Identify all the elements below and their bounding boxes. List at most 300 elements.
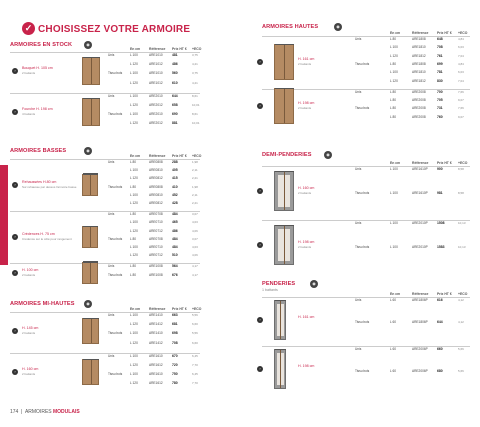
price-value: 415 — [172, 176, 178, 181]
product-detail-button[interactable]: › — [257, 242, 263, 248]
section-badge-icon: ◉ — [84, 147, 92, 155]
width-value: L 80 — [130, 212, 137, 217]
price-value: 698 — [172, 331, 178, 336]
width-value: L 80 — [130, 272, 137, 277]
price-value: 484 — [172, 236, 178, 241]
reference-code: ARE1008 — [149, 272, 163, 277]
check-circle-icon: ✓ — [22, 22, 35, 35]
eco-tax-value: 7,66 — [458, 106, 464, 111]
eco-tax-value: 2,21 — [192, 176, 198, 181]
width-value: L 100 — [130, 372, 138, 377]
reference-code: ARE1812 — [412, 78, 426, 83]
width-value: L 120 — [130, 62, 138, 67]
column-header: En cm — [130, 307, 141, 311]
reference-code: ARE1610P — [412, 191, 428, 195]
price-value: 484 — [172, 245, 178, 249]
cabinet-illustration — [82, 57, 100, 85]
column-header: +ECO — [458, 31, 468, 35]
column-header: En cm — [390, 31, 401, 35]
product-detail-button[interactable]: › — [257, 366, 263, 372]
price-value: 760 — [437, 114, 443, 119]
reference-code: ARE1410 — [149, 331, 163, 336]
product-name: H. 198 cm — [298, 101, 315, 106]
width-value: L 60 — [390, 347, 397, 351]
product-detail-button[interactable]: › — [12, 369, 18, 375]
price-value: 708 — [172, 340, 178, 345]
reference-code: ARE0710 — [149, 245, 163, 249]
price-value: 700 — [437, 89, 443, 94]
reference-code: ARE2010P — [412, 221, 428, 225]
width-value: L 100 — [130, 313, 138, 317]
side-tab-label: ESPACE COLLABORATION — [1, 178, 7, 248]
reference-code: ARE1806P — [412, 298, 428, 302]
reference-code: ARE1012 — [149, 62, 163, 67]
width-value: L 100 — [390, 221, 398, 225]
product-detail-button[interactable]: › — [12, 234, 18, 240]
finish-label: Tissu bois — [108, 372, 123, 377]
eco-tax-value: 10,13 — [458, 245, 466, 249]
cabinet-illustration — [82, 359, 99, 385]
product-detail-button[interactable]: › — [257, 317, 263, 323]
product-subtitle: 2 battants — [298, 106, 312, 111]
reference-code: ARE1610P — [412, 167, 428, 171]
price-value: 750 — [172, 372, 178, 377]
width-value: L 80 — [390, 89, 397, 94]
column-header: Prix HT € — [437, 292, 452, 296]
eco-tax-value: 4,06 — [192, 228, 198, 233]
reference-code: ARE1806P — [412, 320, 428, 324]
eco-tax-value: 10,01 — [192, 121, 200, 126]
finish-label: Unis — [108, 212, 115, 217]
eco-tax-value: 2,11 — [192, 168, 198, 173]
product-name: H. 198 cm — [298, 364, 315, 368]
eco-tax-value: 5,56 — [192, 313, 198, 317]
reference-code: ARE0812 — [149, 176, 163, 181]
finish-label: Tissu bois — [108, 71, 123, 76]
reference-code: ARE1412 — [149, 322, 163, 327]
column-header: En cm — [390, 161, 401, 165]
product-name: H. 161 cm — [298, 315, 315, 319]
eco-tax-value: 8,61 — [192, 112, 198, 117]
price-value: 699 — [437, 61, 443, 66]
eco-tax-value: 7,04 — [458, 78, 464, 83]
price-value: 465 — [172, 220, 178, 225]
width-value: L 60 — [390, 369, 397, 373]
product-detail-button[interactable]: › — [12, 109, 18, 115]
finish-label: Unis — [108, 353, 115, 358]
finish-label: Unis — [108, 313, 115, 317]
price-value: 1508 — [437, 221, 445, 225]
eco-tax-value: 6,60 — [192, 322, 198, 327]
reference-code: ARE2008 — [412, 89, 426, 94]
cabinet-illustration — [274, 44, 294, 80]
footer-subsection: MODULAIS — [53, 409, 80, 415]
section-badge-icon: ◉ — [310, 280, 318, 288]
product-detail-button[interactable]: › — [12, 68, 18, 74]
width-value: L 100 — [390, 245, 398, 249]
reference-code: ARE2006P — [412, 369, 428, 373]
price-value: 881 — [172, 121, 178, 126]
section-badge-icon: ◉ — [84, 41, 92, 49]
reference-code: ARE1812 — [412, 53, 426, 58]
finish-label: Unis — [355, 167, 362, 171]
product-detail-button[interactable]: › — [12, 328, 18, 334]
eco-tax-value: 3,75 — [192, 71, 198, 76]
reference-code: ARE2008 — [412, 114, 426, 119]
product-name: H. 160 cm — [298, 186, 315, 190]
finish-label: Tissu bois — [108, 331, 123, 336]
eco-tax-value: 9,07 — [458, 114, 464, 119]
product-subtitle: 2 battants — [298, 61, 312, 66]
width-value: L 100 — [130, 220, 138, 225]
price-value: 288 — [172, 160, 178, 164]
column-header: Référence — [149, 154, 166, 158]
footer: 174 | ARMOIRES MODULAIS — [10, 409, 80, 415]
reference-code: ARE1412 — [149, 340, 163, 345]
product-subtitle: Sur rehausse par dessus l'armoire basse — [22, 184, 77, 189]
eco-tax-value: 4,84 — [458, 61, 464, 66]
price-value: 616 — [437, 298, 443, 302]
cabinet-illustration — [82, 174, 98, 196]
product-subtitle: 4 battants — [22, 112, 36, 117]
finish-label: Tissu bois — [108, 112, 123, 117]
width-value: L 80 — [390, 106, 397, 111]
price-value: 981 — [437, 191, 443, 195]
width-value: L 120 — [130, 228, 138, 233]
product-subtitle: 2 battants — [298, 245, 312, 249]
product-name: H. 198 cm — [298, 240, 315, 244]
section-badge-icon: ◉ — [84, 300, 92, 308]
eco-tax-value: 7,66 — [458, 89, 464, 94]
reference-code: ARE1810 — [412, 45, 426, 50]
eco-tax-value: 4,12 — [458, 298, 464, 302]
price-value: 1583 — [437, 245, 445, 249]
reference-code: ARE1612 — [149, 381, 163, 386]
price-value: 510 — [172, 253, 178, 258]
cabinet-illustration — [274, 88, 294, 124]
reference-code: ARE2010 — [149, 112, 163, 117]
eco-tax-value: 1,98 — [192, 184, 198, 189]
price-value: 428 — [172, 201, 178, 205]
product-subtitle: 2 battants — [22, 272, 36, 277]
eco-tax-value: 6,03 — [458, 45, 464, 50]
reference-code: ARE2012 — [149, 121, 163, 126]
price-value: 481 — [172, 53, 178, 57]
width-value: L 120 — [130, 381, 138, 386]
width-value: L 100 — [130, 192, 138, 197]
eco-tax-value: 10,01 — [192, 103, 200, 107]
product-subtitle: 2 battants — [22, 331, 36, 336]
column-header: Référence — [149, 307, 166, 311]
width-value: L 120 — [130, 322, 138, 327]
column-header: +ECO — [458, 161, 468, 165]
price-value: 708 — [437, 45, 443, 50]
reference-code: ARE0710 — [149, 220, 163, 225]
width-value: L 120 — [130, 201, 138, 205]
column-header: Référence — [412, 161, 429, 165]
width-value: L 120 — [390, 53, 398, 58]
price-value: 486 — [172, 228, 178, 233]
reference-code: ARE2008 — [412, 98, 426, 103]
eco-tax-value: 6,03 — [458, 70, 464, 75]
finish-label: Tissu bois — [108, 184, 123, 189]
width-value: L 80 — [130, 160, 137, 164]
finish-label: Tissu bois — [355, 369, 370, 373]
reference-code: ARE0712 — [149, 228, 163, 233]
product-detail-button[interactable]: › — [257, 59, 263, 65]
price-value: 780 — [172, 381, 178, 386]
eco-tax-value: 9,07 — [458, 98, 464, 103]
width-value: L 80 — [130, 236, 137, 241]
finish-label: Unis — [355, 89, 362, 94]
cabinet-illustration — [82, 226, 98, 248]
eco-tax-value: 4,84 — [458, 37, 464, 41]
finish-label: Tissu bois — [108, 236, 123, 241]
product-name: Rehaussées H.80 cm — [22, 179, 57, 184]
reference-code: ARE1010 — [149, 53, 163, 57]
eco-tax-value: 2,21 — [192, 201, 198, 205]
eco-tax-value: 4,17 — [192, 264, 198, 269]
width-value: L 80 — [390, 114, 397, 119]
price-value: 644 — [437, 320, 443, 324]
cabinet-illustration — [274, 171, 294, 211]
reference-code: ARE2010 — [149, 93, 163, 98]
eco-tax-value: 10,13 — [458, 221, 466, 225]
width-value: L 100 — [390, 45, 398, 50]
price-value: 676 — [172, 272, 178, 277]
reference-code: ARE0808 — [149, 184, 163, 189]
finish-label: Tissu bois — [355, 191, 370, 195]
product-name: Bouquet H. 105 cm — [22, 66, 53, 71]
product-subtitle: Crédence sur le côté pour rangement — [22, 236, 72, 241]
product-detail-button[interactable]: › — [12, 182, 18, 188]
price-value: 660 — [437, 347, 443, 351]
price-value: 610 — [172, 80, 178, 85]
width-value: L 120 — [130, 176, 138, 181]
product-detail-button[interactable]: › — [257, 103, 263, 109]
finish-label: Unis — [108, 160, 115, 164]
finish-label: Tissu bois — [355, 320, 370, 324]
column-header: Prix HT € — [437, 161, 452, 165]
eco-tax-value: 8,58 — [458, 191, 464, 195]
section-badge-icon: ◉ — [334, 23, 342, 31]
price-value: 830 — [437, 78, 443, 83]
cabinet-illustration — [274, 225, 294, 265]
product-name: Fourche H. 198 cm — [22, 107, 53, 112]
eco-tax-value: 5,66 — [458, 347, 464, 351]
product-subtitle: 2 battants — [22, 71, 36, 76]
width-value: L 120 — [130, 363, 138, 367]
finish-label: Unis — [355, 221, 362, 225]
finish-label: Unis — [355, 347, 362, 351]
width-value: L 100 — [390, 167, 398, 171]
width-value: L 120 — [130, 103, 138, 107]
cabinet-illustration — [82, 262, 98, 284]
eco-tax-value: 3,07 — [192, 236, 198, 241]
width-value: L 100 — [390, 191, 398, 195]
price-value: 761 — [437, 53, 443, 58]
width-value: L 80 — [130, 184, 137, 189]
width-value: L 100 — [130, 53, 138, 57]
eco-tax-value: 4,06 — [192, 253, 198, 258]
price-value: 644 — [172, 93, 178, 98]
width-value: L 120 — [130, 80, 138, 85]
finish-label: Unis — [108, 53, 115, 57]
column-header: En cm — [130, 47, 141, 51]
width-value: L 120 — [130, 340, 138, 345]
cabinet-illustration — [274, 300, 286, 340]
width-value: L 100 — [390, 70, 398, 75]
width-value: L 80 — [390, 37, 397, 41]
column-header: +ECO — [458, 292, 468, 296]
reference-code: ARE1008 — [149, 264, 163, 269]
cabinet-illustration — [274, 349, 286, 389]
reference-code: ARE0708 — [149, 236, 163, 241]
price-value: 681 — [172, 322, 178, 327]
eco-tax-value: 4,21 — [192, 62, 198, 67]
column-header: +ECO — [192, 307, 202, 311]
reference-code: ARE1410 — [149, 313, 163, 317]
eco-tax-value: 8,58 — [458, 167, 464, 171]
product-name: H. 145 cm — [22, 326, 39, 331]
column-header: Référence — [412, 31, 429, 35]
reference-code: ARE1808 — [412, 37, 426, 41]
product-name: H. 160 cm — [22, 367, 39, 372]
reference-code: ARE0808 — [149, 160, 163, 164]
eco-tax-value: 5,56 — [192, 331, 198, 336]
finish-label: Unis — [108, 264, 115, 269]
reference-code: ARE0712 — [149, 253, 163, 258]
product-detail-button[interactable]: › — [257, 188, 263, 194]
price-value: 705 — [437, 98, 443, 103]
price-value: 731 — [437, 106, 443, 111]
section-badge-icon: ◉ — [324, 151, 332, 159]
price-value: 690 — [172, 112, 178, 117]
column-header: +ECO — [192, 47, 202, 51]
width-value: L 100 — [130, 93, 138, 98]
width-value: L 120 — [390, 78, 398, 83]
price-value: 900 — [437, 167, 443, 171]
column-header: Prix HT € — [172, 307, 187, 311]
column-header: Prix HT € — [437, 31, 452, 35]
price-value: 680 — [437, 369, 443, 373]
column-header: En cm — [390, 292, 401, 296]
width-value: L 80 — [390, 61, 397, 66]
finish-label: Tissu bois — [355, 61, 370, 66]
reference-code: ARE2006P — [412, 347, 428, 351]
reference-code: ARE1610 — [149, 353, 163, 358]
section-subtitle: 1 battants — [262, 288, 278, 292]
price-value: 648 — [437, 37, 443, 41]
price-value: 670 — [172, 353, 178, 358]
finish-label: Tissu bois — [355, 106, 370, 111]
finish-label: Unis — [108, 93, 115, 98]
eco-tax-value: 4,03 — [192, 245, 198, 249]
price-value: 781 — [437, 70, 443, 75]
width-value: L 80 — [390, 98, 397, 103]
reference-code: ARE1010 — [149, 71, 163, 76]
reference-code: ARE2012 — [149, 103, 163, 107]
reference-code: ARE1012 — [149, 80, 163, 85]
price-value: 663 — [172, 313, 178, 317]
section-title-armoires_en_stock: ARMOIRES EN STOCK — [10, 42, 73, 48]
column-header: En cm — [130, 154, 141, 158]
reference-code: ARE1808 — [412, 61, 426, 66]
width-value: L 100 — [130, 353, 138, 358]
reference-code: ARE2010P — [412, 245, 428, 249]
width-value: L 100 — [130, 245, 138, 249]
price-value: 486 — [172, 62, 178, 67]
column-header: Référence — [149, 47, 166, 51]
width-value: L 120 — [130, 253, 138, 258]
section-title-demi_penderies: DEMI-PENDERIES — [262, 152, 312, 158]
eco-tax-value: 8,61 — [192, 93, 198, 98]
section-title-armoires_mi_hautes: ARMOIRES MI-HAUTES — [10, 301, 75, 307]
eco-tax-value: 7,70 — [192, 363, 198, 367]
column-header: Référence — [412, 292, 429, 296]
price-value: 560 — [172, 71, 178, 76]
reference-code: ARE0810 — [149, 192, 163, 197]
section-title-armoires_hautes: ARMOIRES HAUTES — [262, 24, 319, 30]
footer-section: ARMOIRES — [24, 409, 52, 415]
reference-code: ARE1810 — [412, 70, 426, 75]
cabinet-illustration — [82, 318, 99, 344]
section-title-penderies: PENDERIES — [262, 281, 296, 287]
cabinet-illustration — [82, 98, 100, 126]
price-value: 564 — [172, 264, 178, 269]
page-title: CHOISISSEZ VOTRE ARMOIRE — [38, 24, 191, 35]
product-detail-button[interactable]: › — [12, 270, 18, 276]
eco-tax-value: 6,45 — [192, 353, 198, 358]
finish-label: Unis — [355, 37, 362, 41]
price-value: 405 — [172, 168, 178, 173]
width-value: L 120 — [130, 121, 138, 126]
width-value: L 80 — [130, 264, 137, 269]
finish-label: Unis — [355, 298, 362, 302]
eco-tax-value: 4,12 — [458, 320, 464, 324]
product-name: H. 100 cm — [22, 267, 39, 272]
price-value: 720 — [172, 363, 178, 367]
product-name: Crédences H. 75 cm — [22, 231, 55, 236]
eco-tax-value: 3,75 — [192, 53, 198, 57]
eco-tax-value: 6,60 — [192, 340, 198, 345]
reference-code: ARE0812 — [149, 201, 163, 205]
page-number: 174 — [10, 409, 19, 415]
width-value: L 60 — [390, 320, 397, 324]
eco-tax-value: 1,98 — [192, 160, 198, 164]
price-value: 658 — [172, 103, 178, 107]
price-value: 484 — [172, 212, 178, 217]
eco-tax-value: 4,21 — [192, 80, 198, 85]
reference-code: ARE0708 — [149, 212, 163, 217]
eco-tax-value: 2,11 — [192, 192, 198, 197]
finish-label: Tissu bois — [108, 272, 123, 277]
reference-code: ARE1610 — [149, 372, 163, 377]
width-value: L 100 — [130, 168, 138, 173]
column-header: Prix HT € — [172, 47, 187, 51]
reference-code: ARE0810 — [149, 168, 163, 173]
eco-tax-value: 4,17 — [192, 272, 198, 277]
width-value: L 100 — [130, 71, 138, 76]
eco-tax-value: 7,04 — [458, 53, 464, 58]
reference-code: ARE2008 — [412, 106, 426, 111]
eco-tax-value: 7,70 — [192, 381, 198, 386]
reference-code: ARE1612 — [149, 363, 163, 367]
width-value: L 60 — [390, 298, 397, 302]
price-value: 452 — [172, 192, 178, 197]
width-value: L 100 — [130, 331, 138, 336]
width-value: L 100 — [130, 112, 138, 117]
